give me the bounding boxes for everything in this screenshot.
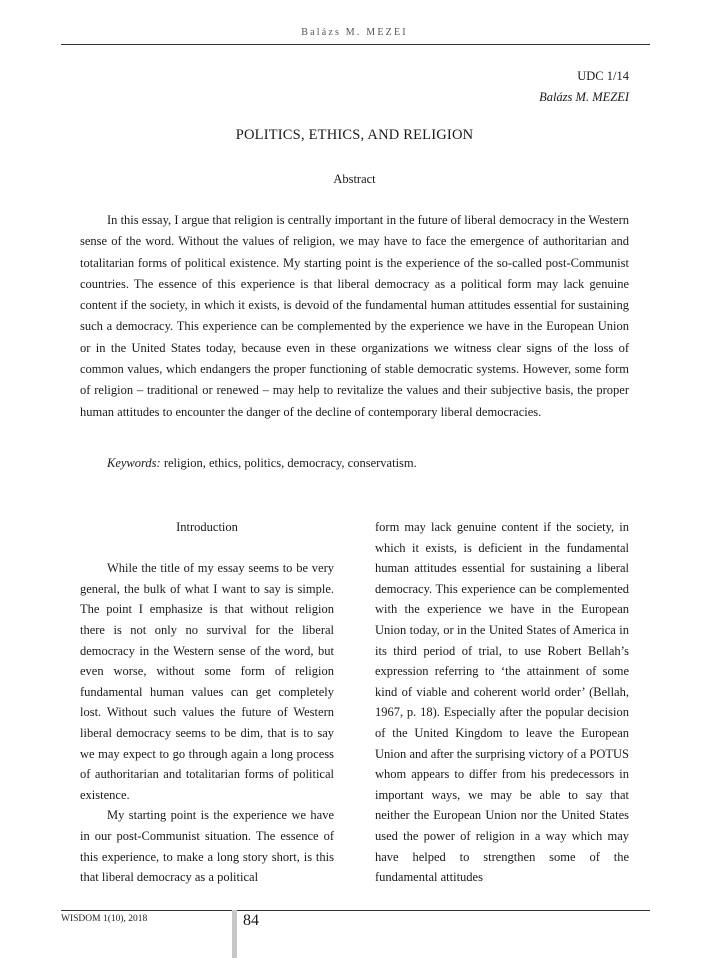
paragraph: While the title of my essay seems to be very general, the bulk of what I want to say is simple. The point I emphasize is that without religion there is not only no survival for the liberal democracy in the Western sense of the word, but even worse, without some form of religion fundamental human values can get completely lost. Without such values the future of Western liberal democracy seems to be dim, that is to say we may expect to go through again a long process of authoritarian and totalitarian forms of political existence. (80, 561, 334, 802)
keywords-label: Keywords: (107, 456, 161, 470)
keywords (80, 456, 629, 471)
article-title: POLITICS, ETHICS, AND RELIGION (235, 127, 474, 143)
right-column (375, 517, 629, 888)
abstract-heading: Abstract (333, 172, 376, 186)
section-heading: Introduction (176, 520, 238, 534)
journal-citation: WISDOM 1(10), 2018 (61, 914, 148, 924)
header-rule (61, 44, 650, 45)
paragraph: My starting point is the experience we have in our post-Communist situation. The essence of this experience, to make a long story short, is this that liberal democracy as a political (80, 808, 334, 885)
abstract-text: In this essay, I argue that religion is centrally important in the future of liberal democracy in the Western sense of the word. Without the values of religion, we may have to face the emergence of authoritarian and totalitarian forms of political existence. My starting point is the experience of the so-called post-Communist countries. The essence of this experience is that liberal democracy as a political form may lack genuine content if the society, in which it exists, is devoid of the fundamental human attitudes essential for sustaining such a democracy. This experience can be complemented by the experience we have in the European Union or in the United States today, because even in these organizations we witness clear signs of the loss of common values, which endangers the proper functioning of stable democratic systems. However, some form of religion – traditional or renewed – may help to revitalize the values and their subjective basis, the proper human attitudes to encounter the danger of the decline of contemporary liberal democracies. (80, 213, 629, 419)
udc-code: UDC 1/14 (577, 69, 629, 83)
footer-bar (232, 910, 237, 958)
page-number: 84 (243, 912, 259, 929)
keywords-text: religion, ethics, politics, democracy, conservatism. (160, 456, 417, 470)
author-name: Balázs M. MEZEI (539, 90, 629, 104)
footer-rule (61, 910, 650, 911)
left-column (80, 517, 334, 888)
paragraph: form may lack genuine content if the society, in which it exists, is deficient in the fundamental human attitudes essential for sustaining a liberal democracy. This experience can be complemented with the experience we have in the European Union today, or in the United States of America in its third period of trial, to use Robert Bellah’s expression referring to ‘the attainment of some kind of viable and coherent world order’ (Bellah, 1967, p. 18). Especially after the popular decision of the United Kingdom to leave the European Union and after the surprising victory of a POTUS whom appears to differ from his predecessors in important ways, we may be able to say that neither the European Union nor the United States used the power of religion in a way which may have helped to strengthen some of the fundamental attitudes (375, 520, 629, 885)
udc-block (539, 66, 629, 108)
running-head: Balázs M. MEZEI (301, 27, 408, 38)
